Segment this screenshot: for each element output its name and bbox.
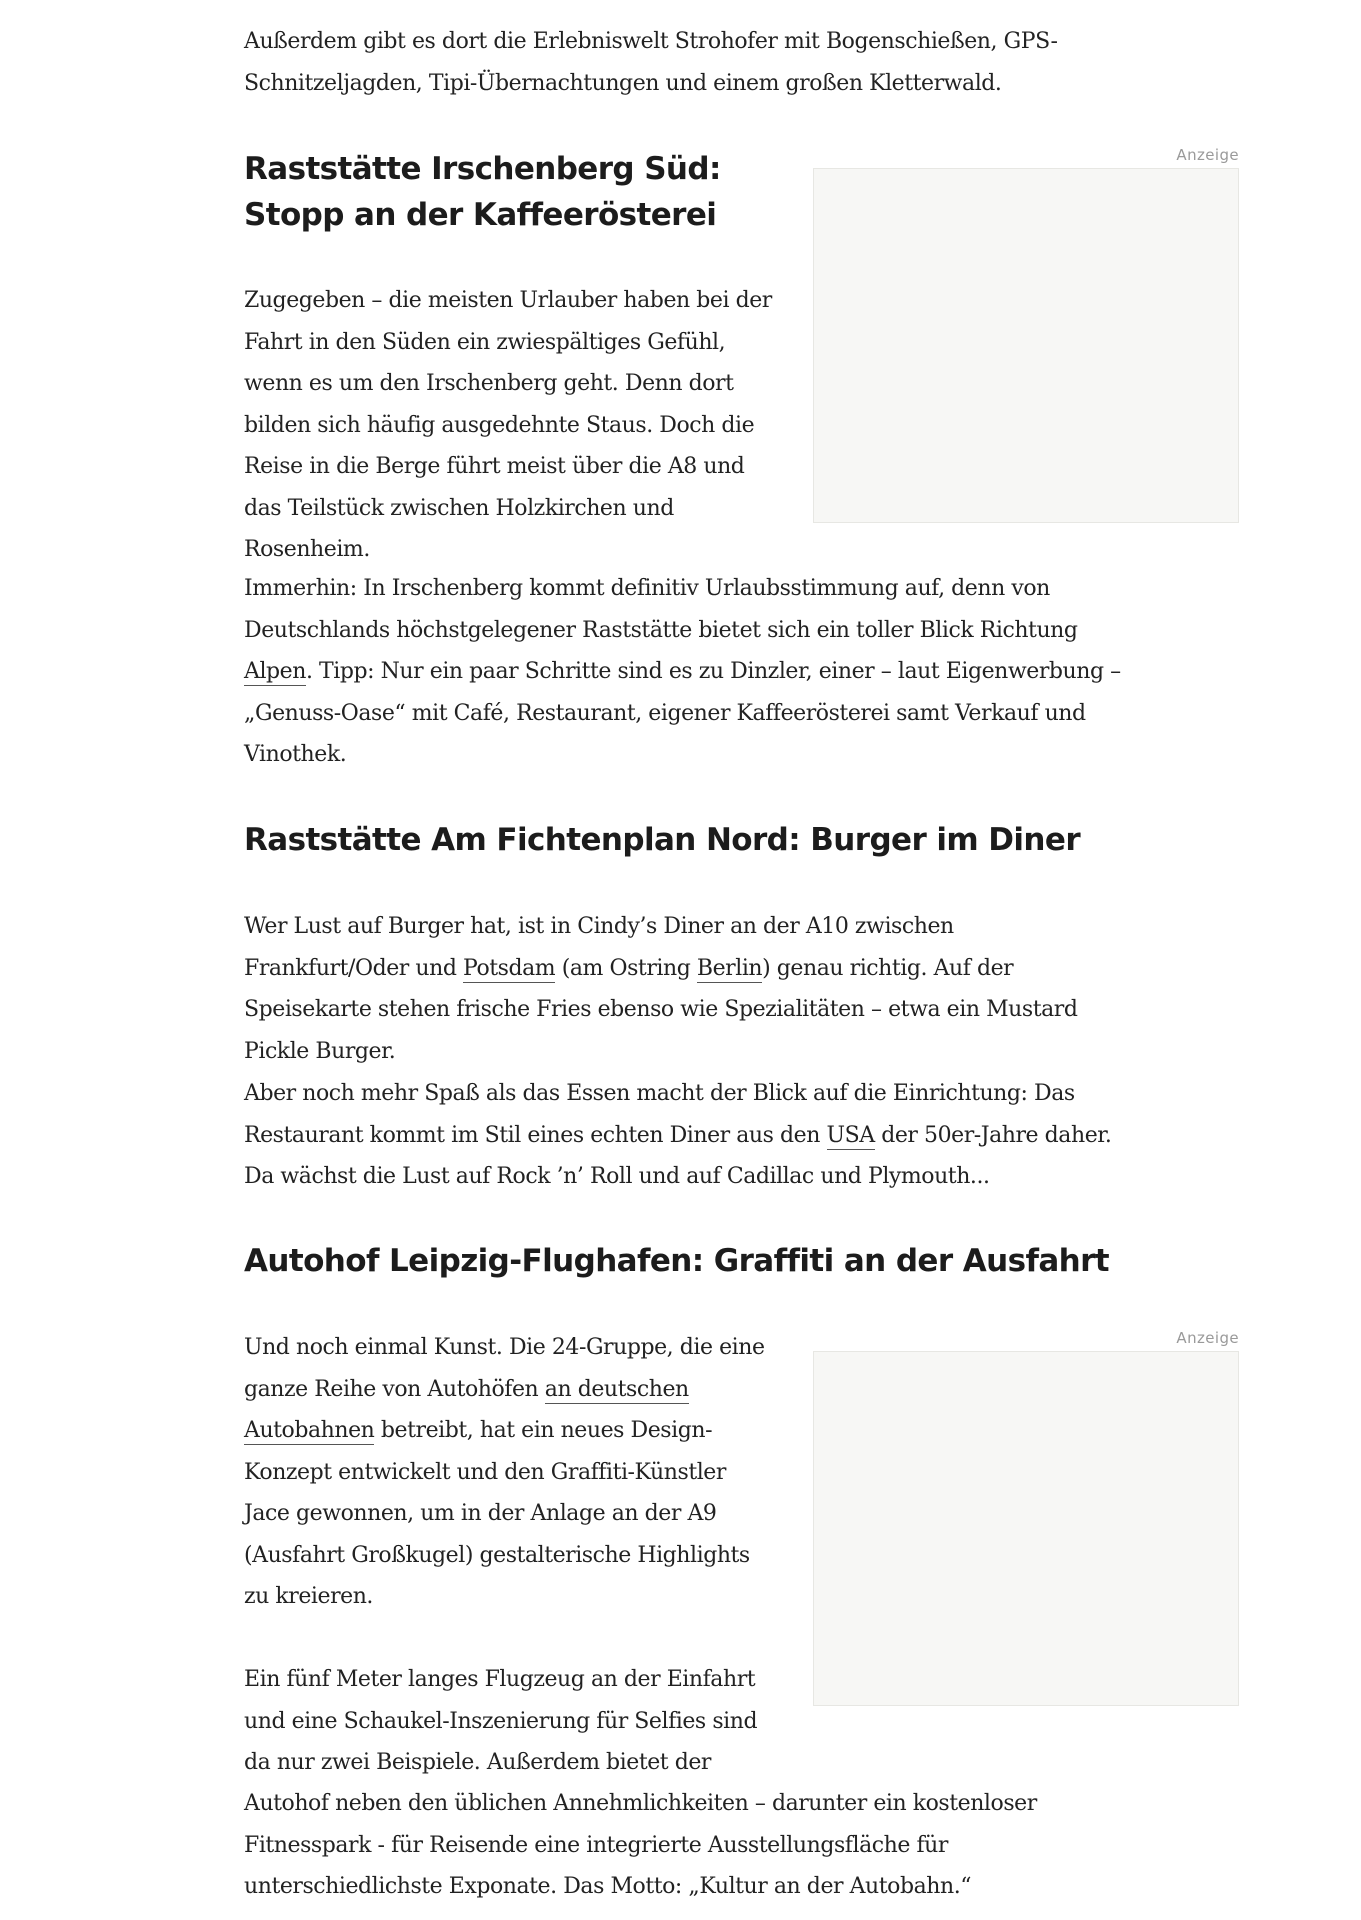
section-fichtenplan-p1-block: [244, 906, 1124, 1072]
text-span: Immerhin: In Irschenberg kommt definitiv Urlaubsstimmung auf, denn von Deutschlands höchstgelegener Raststätte bietet sich ein toller Blick Richtung: [244, 576, 1078, 643]
section-fichtenplan-heading-block: [244, 817, 1124, 863]
paragraph-leipzig-2-part-b: Autohof neben den üblichen Annehmlichkeiten – darunter ein kostenloser Fitnesspark - für Reisende eine integrierte Ausstellungsfläche für unterschiedlichste Exponate. Das Motto: „Kultur an der Autobahn.“: [244, 1791, 1037, 1899]
section-irschenberg-p1-block: [244, 280, 774, 571]
link-berlin[interactable]: Berlin: [696, 955, 763, 981]
link-deutsche-autobahnen[interactable]: an deutschen Autobahnen: [244, 1376, 689, 1443]
section-leipzig-p1-block: [244, 1327, 774, 1618]
link-alpen[interactable]: Alpen: [244, 659, 306, 684]
paragraph-fichtenplan-1: [244, 906, 1124, 1072]
ad-placeholder-box[interactable]: [813, 1351, 1239, 1706]
section-fichtenplan-p2-block: [244, 1073, 1124, 1198]
link-usa[interactable]: USA: [826, 1122, 875, 1148]
text-span: der 50er-Jahre daher. Da wächst die Lust auf Rock ’n’ Roll und auf Cadillac und Plymouth...: [244, 1122, 1112, 1189]
paragraph-irschenberg-1: Zugegeben – die meisten Urlauber haben bei der Fahrt in den Süden ein zwiespältiges Gefühl, wenn es um den Irschenberg geht. Denn dort bilden sich häufig ausgedehnte Staus. Doch die Reise in die Berge führt meist über die A8 und das Teilstück zwischen Holzkirchen und Rosenheim.: [244, 288, 772, 562]
ad-slot-1: [813, 146, 1239, 526]
ad-label: Anzeige: [1176, 146, 1239, 164]
ad-placeholder-box[interactable]: [813, 168, 1239, 523]
text-span: betreibt, hat ein neues Design-Konzept entwickelt und den Graffiti-Künstler Jace gewonnen, um in der Anlage an der A9 (Ausfahrt Großkugel) gestalterische Highlights zu kreieren.: [244, 1418, 750, 1609]
text-span: . Tipp: Nur ein paar Schritte sind es zu Dinzler, einer – laut Eigenwerbung – „Genuss-Oase“ mit Café, Restaurant, eigener Kaffeerösterei samt Verkauf und Vinothek.: [244, 659, 1121, 767]
paragraph-fichtenplan-2: [244, 1073, 1124, 1198]
text-span: Aber noch mehr Spaß als das Essen macht der Blick auf die Einrichtung: Das Restaurant kommt im Stil eines echten Diner aus den: [244, 1081, 1075, 1148]
section-leipzig-p2b-block: [244, 1783, 1124, 1908]
section-leipzig-p2a-block: [244, 1659, 764, 1784]
text-span: Wer Lust auf Burger hat, ist in Cindy’s Diner an der A10 zwischen Frankfurt/Oder und: [244, 914, 954, 981]
text-span: ) genau richtig. Auf der Speisekarte stehen frische Fries ebenso wie Spezialitäten – etwa ein Mustard Pickle Burger.: [244, 955, 1078, 1064]
text-span: Und noch einmal Kunst. Die 24-Gruppe, die eine ganze Reihe von Autohöfen: [244, 1335, 765, 1402]
paragraph-irschenberg-2: [244, 568, 1124, 776]
section-irschenberg-p2-block: [244, 568, 1124, 776]
section-heading-fichtenplan: Raststätte Am Fichtenplan Nord: Burger im Diner: [244, 822, 1081, 858]
ad-slot-2: [813, 1329, 1239, 1709]
section-leipzig-heading-block: [244, 1238, 1124, 1284]
intro-block: [244, 21, 1064, 104]
ad-label: Anzeige: [1176, 1329, 1239, 1347]
text-span: (am Ostring: [555, 955, 697, 981]
section-heading-leipzig: Autohof Leipzig-Flughafen: Graffiti an der Ausfahrt: [244, 1243, 1110, 1279]
section-heading-irschenberg: Raststätte Irschenberg Süd: Stopp an der Kaffeerösterei: [244, 151, 721, 233]
section-irschenberg-heading-block: [244, 146, 774, 238]
paragraph-leipzig-1: [244, 1327, 774, 1618]
intro-paragraph: Außerdem gibt es dort die Erlebniswelt Strohofer mit Bogenschießen, GPS-Schnitzeljagden, Tipi-Übernachtungen und einem großen Kletterwald.: [244, 29, 1058, 96]
link-potsdam[interactable]: Potsdam: [463, 955, 556, 981]
paragraph-leipzig-2-part-a: Ein fünf Meter langes Flugzeug an der Einfahrt und eine Schaukel-Inszenierung für Selfies sind da nur zwei Beispiele. Außerdem bietet der: [244, 1667, 758, 1775]
